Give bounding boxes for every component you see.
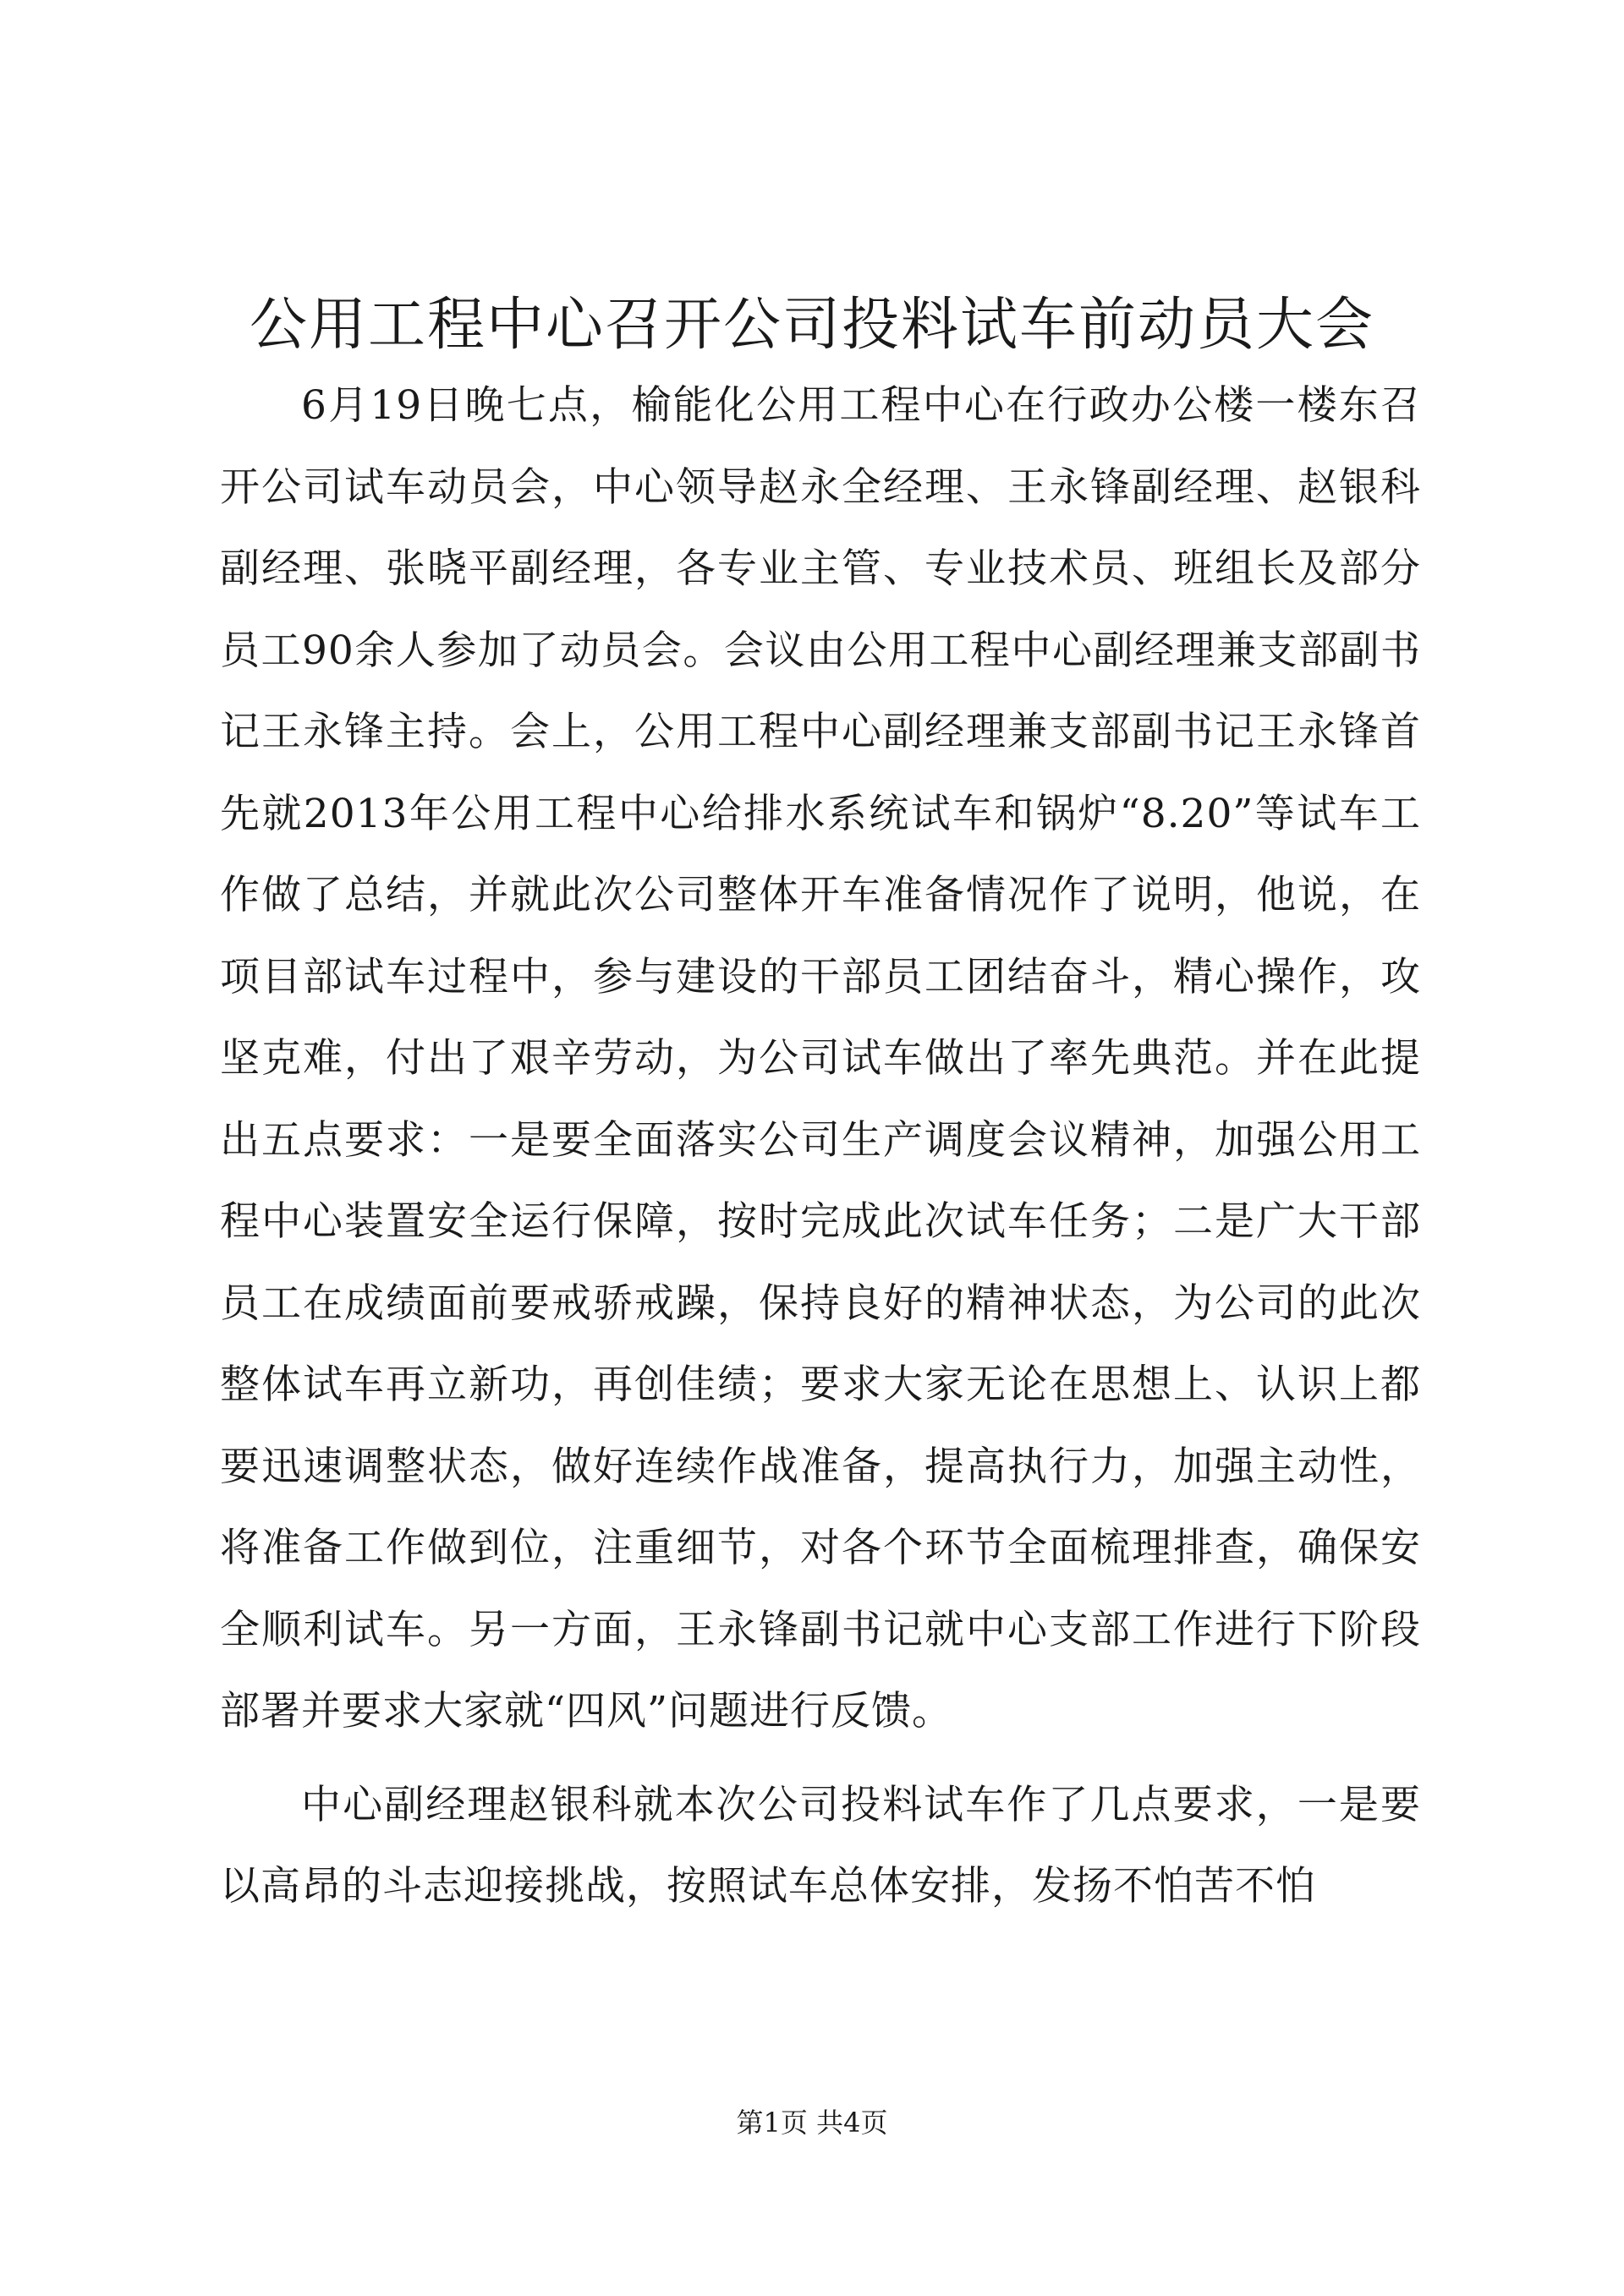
document-title: 公用工程中心召开公司投料试车前动员大会 xyxy=(249,292,1374,359)
paragraph-2: 中心副经理赵银科就本次公司投料试车作了几点要求，一是要以高昂的斗志迎接挑战，按照试车总体安排，发扬不怕苦不怕 xyxy=(220,1781,1421,1910)
document-body xyxy=(220,365,1421,1928)
paragraph-1: 6月19日晚七点，榆能化公用工程中心在行政办公楼一楼东召开公司试车动员会，中心领导赵永全经理、王永锋副经理、赵银科副经理、张晓平副经理，各专业主管、专业技术员、班组长及部分员工90余人参加了动员会。会议由公用工程中心副经理兼支部副书记王永锋主持。会上，公用工程中心副经理兼支部副书记王永锋首先就2013年公用工程中心给排水系统试车和锅炉“8.20”等试车工作做了总结，并就此次公司整体开车准备情况作了说明，他说，在项目部试车过程中，参与建设的干部员工团结奋斗，精心操作，攻坚克难，付出了艰辛劳动，为公司试车做出了率先典范。并在此提出五点要求：一是要全面落实公司生产调度会议精神，加强公用工程中心装置安全运行保障，按时完成此次试车任务；二是广大干部员工在成绩面前要戒骄戒躁，保持良好的精神状态，为公司的此次整体试车再立新功，再创佳绩；要求大家无论在思想上、认识上都要迅速调整状态，做好连续作战准备，提高执行力，加强主动性，将准备工作做到位，注重细节，对各个环节全面梳理排查，确保安全顺利试车。另一方面，王永锋副书记就中心支部工作进行下阶段部署并要求大家就“四风”问题进行反馈。 xyxy=(220,382,1421,1734)
page-number-footer: 第1页 共4页 xyxy=(736,2107,888,2139)
